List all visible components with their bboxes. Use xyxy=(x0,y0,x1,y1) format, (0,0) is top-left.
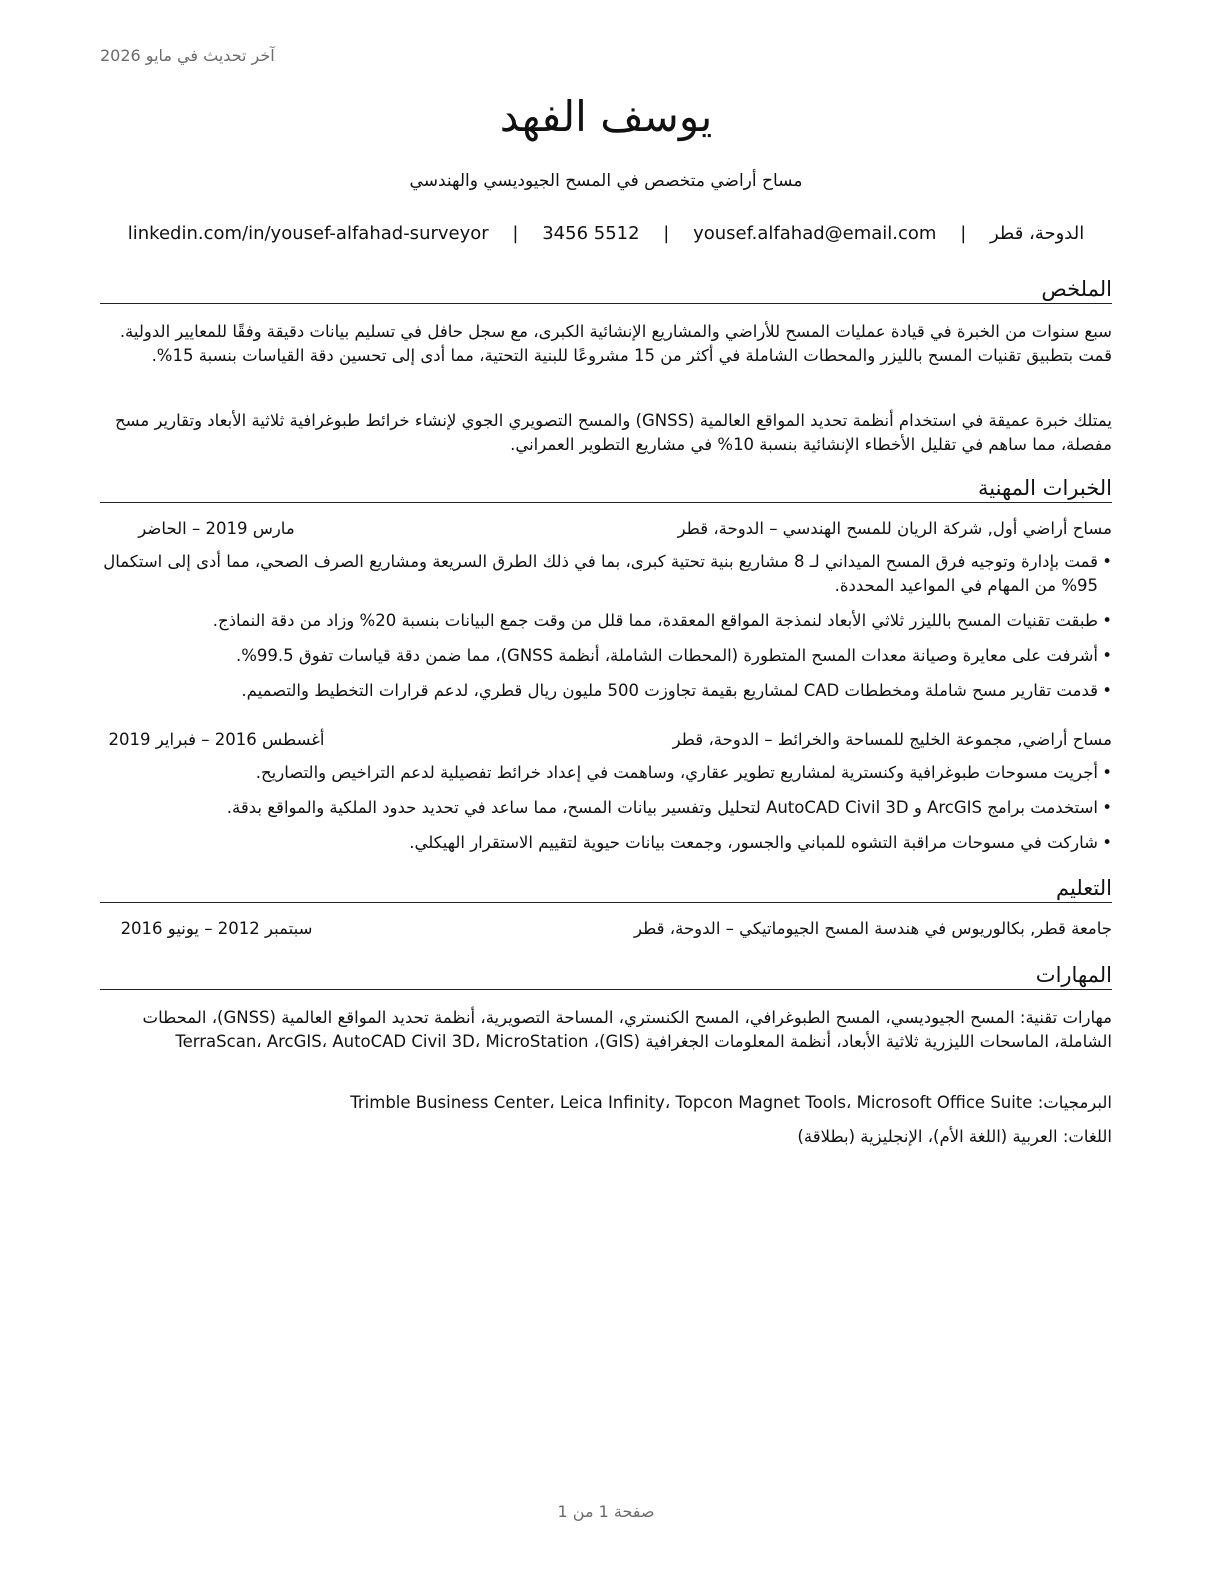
job-bullets xyxy=(100,761,1112,866)
skills-technical: مهارات تقنية: المسح الجيوديسي، المسح الطبوغرافي، المسح الكنستري، المساحة التصويرية، أنظمة تحديد المواقع العالمية (GNSS)، المحطات الشاملة، الماسحات الليزرية ثلاثية الأبعاد، أنظمة المعلومات الجغرافية (GIS)، TerraScan، ArcGIS، AutoCAD Civil 3D، MicroStation xyxy=(142,1008,1112,1051)
job-header xyxy=(100,519,1112,543)
skills-languages: اللغات: العربية (اللغة الأم)، الإنجليزية (بطلاقة) xyxy=(797,1127,1112,1146)
contact-separator: | xyxy=(663,223,670,244)
contact-line xyxy=(100,223,1112,244)
contact-linkedin[interactable]: linkedin.com/in/yousef-alfahad-surveyor xyxy=(127,223,489,244)
education-entry xyxy=(100,919,1112,943)
skills-heading: المهارات xyxy=(100,962,1112,990)
contact-location: الدوحة، قطر xyxy=(990,223,1085,244)
job-role: مساح أراضي أول, شركة الريان للمسح الهندسي – الدوحة، قطر xyxy=(677,519,1112,538)
contact-separator: | xyxy=(960,223,967,244)
job-dates: أغسطس 2016 – فبراير 2019 xyxy=(108,730,325,749)
job-bullet: • شاركت في مسوحات مراقبة التشوه للمباني والجسور، وجمعت بيانات حيوية لتقييم الاستقرار الهيكلي. xyxy=(100,831,1112,855)
job-bullet: • أجريت مسوحات طبوغرافية وكنسترية لمشاريع تطوير عقاري، وساهمت في إعداد خرائط تفصيلية لدعم التراخيص والتصاريح. xyxy=(100,761,1112,785)
job-bullet: • طبقت تقنيات المسح بالليزر ثلاثي الأبعاد لنمذجة المواقع المعقدة، مما قلل من وقت جمع البيانات بنسبة 20% وزاد من دقة النماذج. xyxy=(100,609,1112,633)
summary-paragraph: سبع سنوات من الخبرة في قيادة عمليات المسح للأراضي والمشاريع الإنشائية الكبرى، مع سجل حافل في تسليم بيانات دقيقة وفقًا للمعايير الدولية. قمت بتطبيق تقنيات المسح بالليزر والمحطات الشاملة في أكثر من 15 مشروعًا للبنية التحتية، مما أدى إلى تحسين دقة القياسات بنسبة 15%. xyxy=(119,322,1112,365)
job-bullet: • استخدمت برامج ArcGIS و AutoCAD Civil 3D لتحليل وتفسير بيانات المسح، مما ساعد في تحديد حدود الملكية والمواقع بدقة. xyxy=(100,796,1112,820)
job-dates: مارس 2019 – الحاضر xyxy=(138,519,295,538)
summary-heading: الملخص xyxy=(100,276,1112,304)
job-bullet: • قدمت تقارير مسح شاملة ومخططات CAD لمشاريع بقيمة تجاوزت 500 مليون ريال قطري، لدعم قرارات التخطيط والتصميم. xyxy=(100,679,1112,703)
job-bullet: • أشرفت على معايرة وصيانة معدات المسح المتطورة (المحطات الشاملة، أنظمة GNSS)، مما ضمن دقة قياسات تفوق 99.5%. xyxy=(100,644,1112,668)
job-role: مساح أراضي, مجموعة الخليج للمساحة والخرائط – الدوحة، قطر xyxy=(672,730,1112,749)
education-degree: جامعة قطر, بكالوريوس في هندسة المسح الجيوماتيكي – الدوحة، قطر xyxy=(634,919,1112,938)
contact-phone[interactable]: 3456 5512 xyxy=(542,223,640,244)
resume-page xyxy=(100,0,1112,1584)
skills-software: البرمجيات: Trimble Business Center، Leica Infinity، Topcon Magnet Tools، Microsoft Office Suite xyxy=(350,1093,1112,1112)
candidate-title: مساح أراضي متخصص في المسح الجيوديسي والهندسي xyxy=(409,171,803,191)
job-bullet: • قمت بإدارة وتوجيه فرق المسح الميداني لـ 8 مشاريع بنية تحتية كبرى، بما في ذلك الطرق السريعة ومشاريع الصرف الصحي، مما أدى إلى استكمال 95% من المهام في المواعيد المحددة. xyxy=(100,550,1112,598)
summary-paragraph: يمتلك خبرة عميقة في استخدام أنظمة تحديد المواقع العالمية (GNSS) والمسح التصويري الجوي لإنشاء خرائط طبوغرافية ثلاثية الأبعاد وتقارير مسح مفصلة، مما ساهم في تقليل الأخطاء الإنشائية بنسبة 10% في مشاريع التطوير العمراني. xyxy=(114,411,1112,454)
last-updated-note: آخر تحديث في مايو 2026 xyxy=(100,46,275,65)
experience-heading: الخبرات المهنية xyxy=(100,475,1112,503)
contact-separator: | xyxy=(512,223,519,244)
education-dates: سبتمبر 2012 – يونيو 2016 xyxy=(120,919,313,938)
page-number: صفحة 1 من 1 xyxy=(557,1502,655,1521)
candidate-name: يوسف الفهد xyxy=(499,92,713,141)
job-bullets xyxy=(100,550,1112,714)
job-header xyxy=(100,730,1112,754)
contact-email[interactable]: yousef.alfahad@email.com xyxy=(693,223,937,244)
education-heading: التعليم xyxy=(100,875,1112,903)
